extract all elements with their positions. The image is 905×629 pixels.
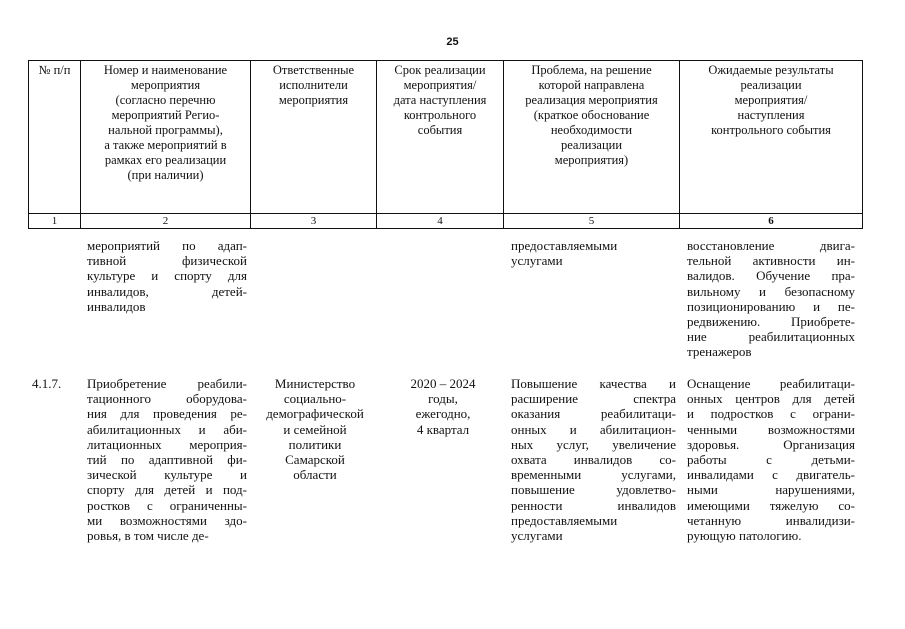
text-line: позиционированию и пе-	[687, 298, 855, 314]
text-line: инвалидов	[87, 298, 146, 314]
text-line: годы,	[428, 391, 458, 407]
column-number-6: 6	[680, 214, 863, 229]
continuation-problem-cell	[511, 238, 676, 268]
text-line: ния для проведения ре-	[87, 406, 247, 422]
text-line: тационного оборудова-	[87, 391, 247, 407]
text-line: зической культуре и	[87, 467, 247, 483]
text-line: спорту для детей и под-	[87, 482, 247, 498]
text-line: тренажеров	[687, 344, 752, 360]
text-line: тельной активности ин-	[687, 253, 855, 269]
text-line: ние реабилитационных	[687, 329, 855, 345]
text-line: Приобретение реабили-	[87, 376, 247, 391]
header-line: мероприятия/	[734, 93, 808, 107]
text-line: охвата инвалидов со-	[511, 452, 676, 468]
header-line: реализации	[740, 78, 802, 92]
text-line: политики	[288, 436, 342, 452]
text-line: абилитационных и аби-	[87, 421, 247, 437]
header-line: события	[417, 123, 463, 137]
text-line: редвижению. Приобрете-	[687, 314, 855, 330]
text-line: вильному и безопасному	[687, 283, 855, 299]
text-line: онных центров для детей	[687, 391, 855, 407]
text-line: четанную инвалидизи-	[687, 512, 855, 528]
header-line: необходимости	[550, 123, 633, 137]
text-line: Повышение качества и	[511, 376, 676, 391]
text-line: Самарской	[285, 452, 345, 468]
header-line: контрольного события	[711, 123, 831, 137]
header-line: Ответственные	[272, 63, 355, 77]
text-line: тий по адаптивной фи-	[87, 452, 247, 468]
text-line: имеющими тяжелую со-	[687, 497, 855, 513]
continuation-results-cell	[687, 238, 855, 360]
header-table	[28, 60, 863, 229]
column-number-4: 4	[377, 214, 504, 229]
text-line: Министерство	[274, 376, 356, 391]
text-line: предоставляемыми	[511, 512, 618, 528]
header-col-executors	[251, 61, 377, 214]
column-number-5: 5	[504, 214, 680, 229]
text-line: тивной физической	[87, 253, 247, 269]
header-line: нальной программы),	[108, 123, 223, 137]
column-numbers-row	[29, 214, 863, 229]
text-line: услугами	[511, 528, 563, 544]
text-line: услугами	[511, 253, 563, 269]
text-line: восстановление двига-	[687, 238, 855, 253]
text-line: рующую патологию.	[687, 528, 802, 544]
text-line: литационных мероприя-	[87, 436, 247, 452]
text-line: области	[293, 467, 337, 483]
text-line: ными нарушениями,	[687, 482, 855, 498]
activity-cell	[87, 376, 247, 543]
text-line: ежегодно,	[415, 406, 471, 422]
header-row	[29, 61, 863, 214]
text-line: мероприятий по адап-	[87, 238, 247, 253]
text-line: расширение спектра	[511, 391, 676, 407]
header-line: реализация мероприятия	[525, 93, 658, 107]
text-line: и семейной	[283, 421, 347, 437]
header-col-number	[29, 61, 81, 214]
column-number-2: 2	[81, 214, 251, 229]
header-line: мероприятия)	[554, 153, 629, 167]
text-line: валидов. Обучение пра-	[687, 268, 855, 284]
executor-cell	[252, 376, 378, 482]
header-line: (краткое обоснование	[533, 108, 650, 122]
problem-cell	[511, 376, 676, 543]
header-col-activity-name	[81, 61, 251, 214]
text-line: и подростков с ограни-	[687, 406, 855, 422]
header-line: Номер и наименование	[103, 63, 228, 77]
header-line: реализации	[560, 138, 623, 152]
text-line: повышение удовлетво-	[511, 482, 676, 498]
text-line: предоставляемыми	[511, 238, 618, 253]
header-line: дата наступления	[393, 93, 487, 107]
header-line: (согласно перечню	[115, 93, 216, 107]
header-line: контрольного	[403, 108, 477, 122]
header-line: мероприятия	[278, 93, 349, 107]
text-line: ровья, в том числе де-	[87, 528, 209, 544]
header-col-term	[377, 61, 504, 214]
text-line: социально-	[283, 391, 347, 407]
header-line: (при наличии)	[127, 168, 204, 182]
text-line: ченными возможностями	[687, 421, 855, 437]
text-line: ми возможностями здо-	[87, 512, 247, 528]
header-line: которой направлена	[538, 78, 645, 92]
text-line: оказания реабилитаци-	[511, 406, 676, 422]
text-line: онных и абилитацион-	[511, 421, 676, 437]
term-cell	[383, 376, 503, 437]
header-line: мероприятий Регио-	[111, 108, 220, 122]
header-line: Ожидаемые результаты	[708, 63, 834, 77]
column-number-1: 1	[29, 214, 81, 229]
header-line: Срок реализации	[394, 63, 486, 77]
text-line: инвалидов, детей-	[87, 283, 247, 299]
header-col-problem	[504, 61, 680, 214]
text-line: Оснащение реабилитаци-	[687, 376, 855, 391]
header-line: Проблема, на решение	[531, 63, 652, 77]
text-line: ных услуг, увеличение	[511, 436, 676, 452]
text-line: здоровья. Организация	[687, 436, 855, 452]
header-line: исполнители	[279, 78, 348, 92]
text-line: 4 квартал	[416, 421, 470, 437]
text-line: ренности инвалидов	[511, 497, 676, 513]
page-number: 25	[446, 36, 459, 48]
text-line: инвалидами с двигатель-	[687, 467, 855, 483]
row-number: 4.1.7.	[32, 376, 62, 391]
results-cell	[687, 376, 855, 543]
text-line: демографической	[266, 406, 364, 422]
text-line: временными услугами,	[511, 467, 676, 483]
text-line: работы с детьми-	[687, 452, 855, 468]
column-number-3: 3	[251, 214, 377, 229]
header-col-results	[680, 61, 863, 214]
header-line: мероприятия/	[403, 78, 477, 92]
text-line: 2020 – 2024	[410, 376, 476, 391]
text-line: ростков с ограниченны-	[87, 497, 247, 513]
header-line: а также мероприятий в	[104, 138, 227, 152]
header-line: наступления	[737, 108, 805, 122]
header-line: мероприятия	[130, 78, 201, 92]
text-line: культуре и спорту для	[87, 268, 247, 284]
header-line: № п/п	[38, 63, 71, 77]
header-line: рамках его реализации	[104, 153, 227, 167]
continuation-activity-cell	[87, 238, 247, 314]
